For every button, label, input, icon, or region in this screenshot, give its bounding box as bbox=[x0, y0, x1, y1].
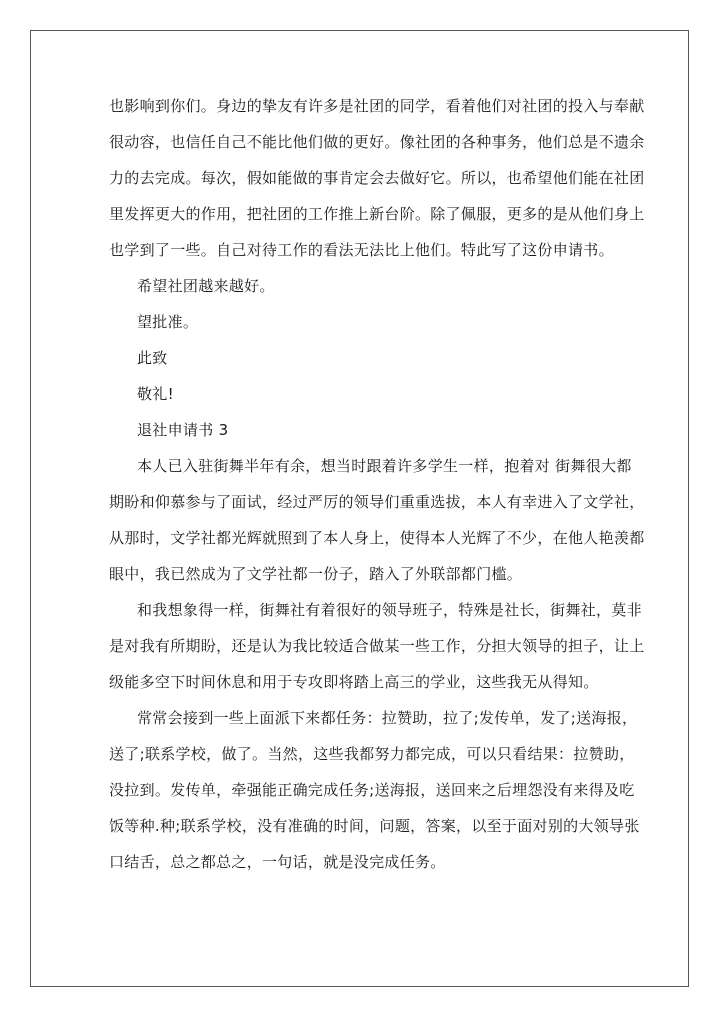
text-line: 口结舌，总之都总之，一句话，就是没完成任务。 bbox=[109, 853, 446, 871]
text-line: 常常会接到一些上面派下来都任务：拉赞助，拉了;发传单，发了;送海报， bbox=[137, 709, 638, 727]
text-line: 望批准。 bbox=[137, 313, 199, 331]
text-line: 本人已入驻街舞半年有余，想当时跟着许多学生一样，抱着对 街舞很大都 bbox=[137, 457, 632, 475]
text-line: 也学到了一些。自己对待工作的看法无法比上他们。特此写了这份申请书。 bbox=[109, 241, 614, 259]
text-line: 没拉到。发传单，牵强能正确完成任务;送海报，送回来之后埋怨没有来得及吃 bbox=[109, 781, 635, 799]
text-line: 力的去完成。每次，假如能做的事肯定会去做好它。所以，也希望他们能在社团 bbox=[109, 169, 645, 187]
text-line: 希望社团越来越好。 bbox=[137, 277, 275, 295]
text-line: 和我想象得一样，街舞社有着很好的领导班子，特殊是社长，街舞社，莫非 bbox=[137, 601, 642, 619]
text-line: 眼中，我已然成为了文学社都一份子，踏入了外联部都门槛。 bbox=[109, 565, 523, 583]
text-line: 从那时，文学社都光辉就照到了本人身上，使得本人光辉了不少，在他人艳羡都 bbox=[109, 529, 645, 547]
text-line: 也影响到你们。身边的挚友有许多是社团的同学，看着他们对社团的投入与奉献 bbox=[109, 97, 645, 115]
text-line: 里发挥更大的作用，把社团的工作推上新台阶。除了佩服，更多的是从他们身上 bbox=[109, 205, 645, 223]
text-line: 送了;联系学校，做了。当然，这些我都努力都完成，可以只看结果：拉赞助， bbox=[109, 745, 635, 763]
text-line: 敬礼! bbox=[137, 385, 174, 403]
document-body bbox=[109, 88, 645, 880]
text-line: 级能多空下时间休息和用于专攻即将踏上高三的学业，这些我无从得知。 bbox=[109, 673, 599, 691]
text-line: 很动容，也信任自己不能比他们做的更好。像社团的各种事务，他们总是不遗余 bbox=[109, 133, 645, 151]
text-line: 饭等种.种;联系学校，没有准确的时间，问题，答案，以至于面对别的大领导张 bbox=[109, 817, 640, 835]
text-line: 退社申请书 3 bbox=[137, 421, 229, 439]
text-line: 期盼和仰慕参与了面试，经过严厉的领导们重重选拔，本人有幸进入了文学社， bbox=[109, 493, 645, 511]
text-line: 此致 bbox=[137, 349, 168, 367]
text-line: 是对我有所期盼，还是认为我比较适合做某一些工作，分担大领导的担子，让上 bbox=[109, 637, 645, 655]
